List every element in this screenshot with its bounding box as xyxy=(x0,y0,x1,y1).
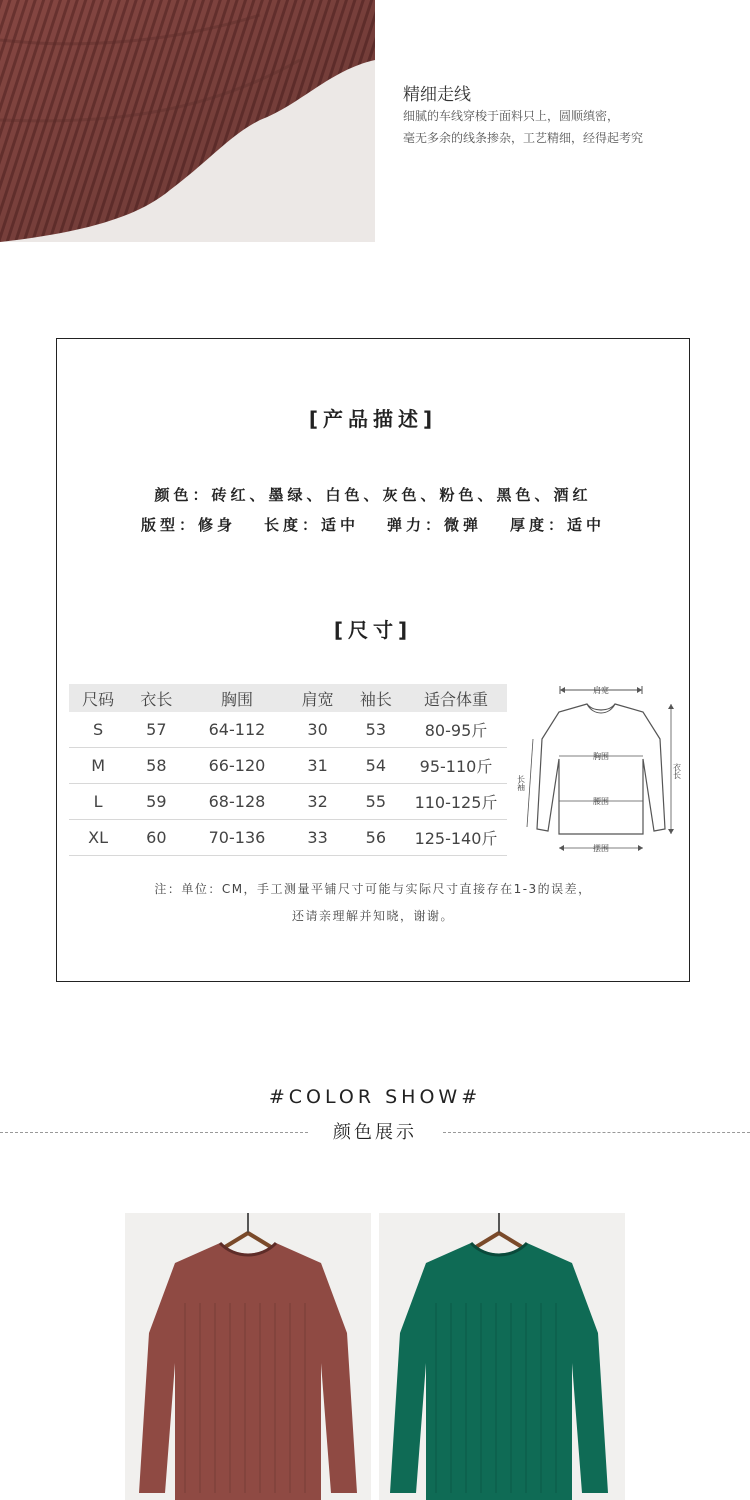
length-attr: 长度：适中 xyxy=(263,516,359,534)
dark-green-sweater xyxy=(390,1243,608,1500)
cell-sleeve: 55 xyxy=(347,784,405,820)
size-heading: [尺寸] xyxy=(333,618,413,642)
fabric-closeup-image xyxy=(0,0,375,242)
cell-weight: 80-95斤 xyxy=(405,712,507,748)
size-table-header xyxy=(69,684,507,712)
dark-green-sweater-photo xyxy=(379,1213,625,1500)
cell-size: S xyxy=(69,712,127,748)
cell-length: 59 xyxy=(127,784,185,820)
sweater-outline xyxy=(537,704,665,834)
header-chest: 胸围 xyxy=(185,684,288,712)
brick-red-sweater xyxy=(139,1243,357,1500)
detail-line-2: 毫无多余的线条掺杂，工艺精细，经得起考究 xyxy=(403,131,644,145)
cell-length: 60 xyxy=(127,820,185,856)
cell-weight: 110-125斤 xyxy=(405,784,507,820)
table-row xyxy=(69,784,507,820)
cell-length: 57 xyxy=(127,712,185,748)
brick-red-sweater-photo xyxy=(125,1213,371,1500)
cell-chest: 64-112 xyxy=(185,712,288,748)
cell-shoulder: 33 xyxy=(289,820,347,856)
thickness-attr: 厚度：适中 xyxy=(510,516,606,534)
cell-sleeve: 53 xyxy=(347,712,405,748)
cell-chest: 66-120 xyxy=(185,748,288,784)
dashed-divider-right xyxy=(443,1132,750,1133)
header-sleeve: 袖长 xyxy=(347,684,405,712)
detail-description xyxy=(403,105,733,149)
detail-line-1: 细腻的车线穿梭于面料只上，圆顺缜密， xyxy=(403,109,620,123)
size-note-line-1: 注：单位：CM，手工测量平铺尺寸可能与实际尺寸直接存在1-3的误差， xyxy=(154,882,592,896)
cell-shoulder: 32 xyxy=(289,784,347,820)
sleeve-label: 长袖 xyxy=(516,775,526,791)
chest-label: 胸围 xyxy=(593,752,609,761)
cell-size: M xyxy=(69,748,127,784)
cell-shoulder: 30 xyxy=(289,712,347,748)
cell-shoulder: 31 xyxy=(289,748,347,784)
cell-sleeve: 54 xyxy=(347,748,405,784)
size-table xyxy=(69,684,507,856)
cell-chest: 68-128 xyxy=(185,784,288,820)
header-length: 衣长 xyxy=(127,684,185,712)
size-note-line-2: 还请亲理解并知晓，谢谢。 xyxy=(291,909,454,923)
header-shoulder: 肩宽 xyxy=(289,684,347,712)
table-row xyxy=(69,712,507,748)
header-weight: 适合体重 xyxy=(405,684,507,712)
length-label: 衣长 xyxy=(672,763,682,779)
cell-sleeve: 56 xyxy=(347,820,405,856)
sleeve-arrow xyxy=(527,739,533,827)
cell-length: 58 xyxy=(127,748,185,784)
product-description-box xyxy=(56,338,690,982)
cell-weight: 95-110斤 xyxy=(405,748,507,784)
size-diagram xyxy=(515,679,683,859)
colors-line: 颜色：砖红、墨绿、白色、灰色、粉色、黑色、酒红 xyxy=(154,486,592,504)
cell-size: XL xyxy=(69,820,127,856)
elastic-attr: 弹力：微弹 xyxy=(387,516,483,534)
detail-title: 精细走线 xyxy=(403,85,471,105)
cell-weight: 125-140斤 xyxy=(405,820,507,856)
product-description-heading: [产品描述] xyxy=(308,407,438,431)
fit-attr: 版型：修身 xyxy=(140,516,236,534)
color-show-title-cn: 颜色展示 xyxy=(333,1122,417,1143)
cell-size: L xyxy=(69,784,127,820)
table-row xyxy=(69,820,507,856)
attributes-line xyxy=(57,514,689,535)
shoulder-label: 肩宽 xyxy=(593,686,609,695)
cell-chest: 70-136 xyxy=(185,820,288,856)
header-size: 尺码 xyxy=(69,684,127,712)
color-show-title-en: #COLOR SHOW# xyxy=(268,1086,482,1108)
table-row xyxy=(69,748,507,784)
hem-label: 摆围 xyxy=(593,844,609,853)
waist-label: 腰围 xyxy=(593,797,609,806)
